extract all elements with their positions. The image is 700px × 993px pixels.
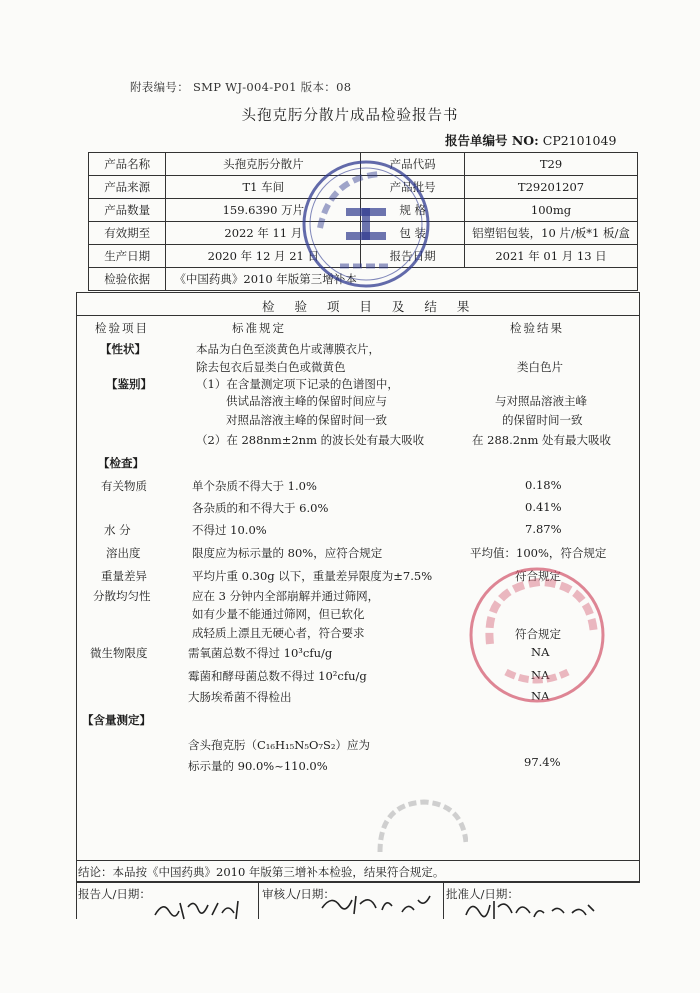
form-number: 附表编号： SMP WJ-004-P01 版本：08 (130, 80, 352, 94)
micro-std-1: 需氧菌总数不得过 10³cfu/g (188, 646, 333, 660)
micro-std-3: 大肠埃希菌不得检出 (188, 690, 292, 704)
micro-std-2: 霉菌和酵母菌总数不得过 10²cfu/g (188, 669, 367, 683)
rel-result-2: 0.41% (525, 500, 562, 514)
report-number (445, 131, 616, 149)
diss-std: 限度应为标示量的 80%，应符合规定 (192, 546, 383, 560)
reviewer-label: 审核人/日期： (262, 887, 335, 901)
rel-item: 有关物质 (101, 479, 147, 493)
disp-item: 分散均匀性 (93, 589, 151, 603)
expiry-label: 有效期至 (89, 222, 166, 245)
jb-result-1: 与对照品溶液主峰 (495, 394, 587, 408)
jiancha-heading: 【检查】 (98, 456, 144, 470)
assay-heading: 【含量测定】 (82, 713, 151, 727)
section-header-rule (76, 315, 639, 316)
reporter-signature (150, 895, 250, 923)
reviewer-signature (318, 890, 438, 920)
disp-std-1: 应在 3 分钟内全部崩解并通过筛网， (192, 589, 380, 603)
micro-result-2: NA (531, 668, 550, 682)
jb-std-2: 供试品溶液主峰的保留时间应与 (226, 394, 387, 408)
approver-label: 批准人/日期： (446, 887, 519, 901)
signature-divider-1 (258, 881, 259, 919)
disp-result: 符合规定 (515, 627, 561, 641)
xz-result: 类白色片 (517, 360, 563, 374)
basis: 《中国药典》2010 年版第三增补本 (166, 268, 638, 291)
mfg-date: 2020 年 12 月 21 日 (166, 245, 361, 268)
quality-stamp (466, 564, 608, 706)
report-number-label: 报告单编号 NO: (445, 133, 539, 148)
xz-std-1: 本品为白色至淡黄色片或薄膜衣片， (196, 342, 380, 356)
expiry: 2022 年 11 月 (166, 222, 361, 245)
source: T1 车间 (166, 176, 361, 199)
product-code: T29 (465, 153, 638, 176)
micro-result-1: NA (531, 645, 550, 659)
xz-std-2: 除去包衣后显类白色或微黄色 (196, 360, 346, 374)
conclusion: 结论：本品按《中国药典》2010 年版第三增补本检验，结果符合规定。 (78, 865, 445, 879)
package-label: 包 装 (361, 222, 465, 245)
package: 铝塑铝包装，10 片/板*1 板/盒 (465, 222, 638, 245)
qty: 159.6390 万片 (166, 199, 361, 222)
rel-result-1: 0.18% (525, 478, 562, 492)
jb-result-2: 的保留时间一致 (502, 413, 583, 427)
product-name: 头孢克肟分散片 (166, 153, 361, 176)
mfg-date-label: 生产日期 (89, 245, 166, 268)
water-result: 7.87% (525, 522, 562, 536)
assay-std-2: 标示量的 90.0%~110.0% (188, 759, 328, 773)
section-header: 检 验 项 目 及 结 果 (262, 299, 478, 314)
inspection-stamp (300, 158, 432, 290)
assay-std-1: 含头孢克肟（C₁₆H₁₅N₅O₇S₂）应为 (188, 738, 370, 752)
water-std: 不得过 10.0% (192, 523, 267, 537)
report-date: 2021 年 01 月 13 日 (465, 245, 638, 268)
spec-label: 规 格 (361, 199, 465, 222)
weight-result: 符合规定 (515, 569, 561, 583)
source-label: 产品来源 (89, 176, 166, 199)
batch: T29201207 (465, 176, 638, 199)
jb-std-1: （1）在含量测定项下记录的色谱图中， (196, 377, 399, 391)
disp-std-3: 成轻质上漂且无硬心者，符合要求 (192, 626, 365, 640)
signature-divider-2 (443, 881, 444, 919)
col-standard-header: 标准规定 (232, 321, 286, 335)
weight-item: 重量差异 (101, 569, 147, 583)
xingzhuang-heading: 【性状】 (100, 342, 146, 356)
product-name-label: 产品名称 (89, 153, 166, 176)
rel-std-2: 各杂质的和不得大于 6.0% (192, 501, 329, 515)
product-code-label: 产品代码 (361, 153, 465, 176)
jianbie-heading: 【鉴别】 (106, 377, 152, 391)
batch-label: 产品批号 (361, 176, 465, 199)
diss-result: 平均值：100%，符合规定 (470, 546, 607, 560)
jb-std-4: （2）在 288nm±2nm 的波长处有最大吸收 (196, 433, 425, 447)
micro-item: 微生物限度 (90, 646, 148, 660)
qty-label: 产品数量 (89, 199, 166, 222)
report-number-value: CP2101049 (542, 133, 617, 148)
diss-item: 溶出度 (106, 546, 141, 560)
disp-std-2: 如有少量不能通过筛网，但已软化 (192, 607, 365, 621)
approver-signature (462, 895, 602, 925)
weight-std: 平均片重 0.30g 以下，重量差异限度为±7.5% (192, 569, 433, 583)
report-date-label: 报告日期 (361, 245, 465, 268)
signature-rule-top (76, 881, 639, 882)
conclusion-rule-top (76, 860, 639, 861)
jb-result-3: 在 288.2nm 处有最大吸收 (472, 433, 612, 447)
report-title: 头孢克肟分散片成品检验报告书 (241, 108, 459, 124)
water-item: 水 分 (104, 523, 131, 537)
rel-std-1: 单个杂质不得大于 1.0% (192, 479, 317, 493)
col-item-header: 检验项目 (95, 321, 149, 335)
basis-label: 检验依据 (89, 268, 166, 291)
spec: 100mg (465, 199, 638, 222)
reporter-label: 报告人/日期： (78, 887, 151, 901)
faded-stamp (372, 796, 468, 856)
assay-result: 97.4% (524, 755, 561, 769)
jb-std-3: 对照品溶液主峰的保留时间一致 (226, 413, 387, 427)
micro-result-3: NA (531, 689, 550, 703)
col-result-header: 检验结果 (510, 321, 564, 335)
signature-left-border (76, 881, 77, 919)
